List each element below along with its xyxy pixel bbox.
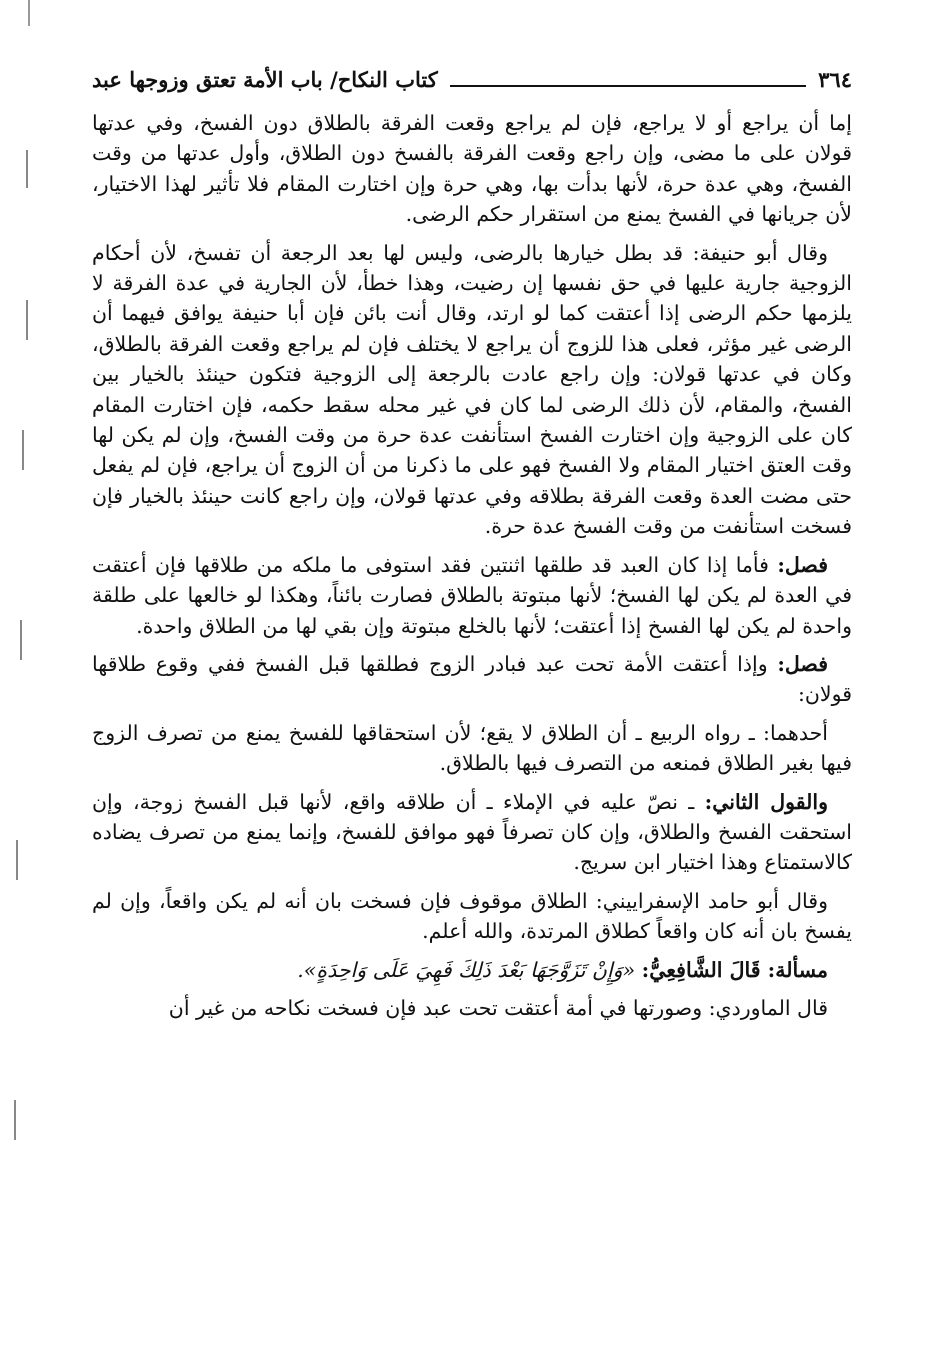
margin-mark [16,840,18,880]
paragraph-text: قال الماوردي: وصورتها في أمة أعتقت تحت عبد فإن فسخت نكاحه من غير أن [168,995,828,1020]
page-number: ٣٦٤ [818,66,852,92]
paragraph-text: وقال أبو حامد الإسفراييني: الطلاق موقوف فإن فسخت بان أنه لم يكن واقعاً، وإن لم يفسخ بان أنه كان واقعاً كطلاق المرتدة، والله أعلم. [92,888,852,944]
paragraph [92,787,852,878]
running-header [92,62,852,96]
body-text [92,108,852,1031]
paragraph [92,550,852,641]
paragraph [92,649,852,710]
margin-mark [14,1100,16,1140]
margin-mark [26,300,28,340]
section-lead: والقول الثاني: [704,789,828,814]
paragraph-text: أحدهما: ـ رواه الربيع ـ أن الطلاق لا يقع؛ لأن استحقاقها للفسخ يمنع من تصرف الزوج فيها بغير الطلاق فمنعه من التصرف فيها بالطلاق. [92,720,852,776]
running-title: كتاب النكاح/ باب الأمة تعتق وزوجها عبد [92,66,438,92]
paragraph-text: ـ نصّ عليه في الإملاء ـ أن طلاقه واقع، لأنها قبل الفسخ زوجة، وإن استحقت الفسخ والطلاق، وإن كان تصرفاً فهو موافق للفسخ، وإنما يمنع من تصرف يضاده كالاستمتاع وهذا اختيار ابن سريج. [92,789,852,875]
section-lead: فصل: [777,552,828,577]
paragraph [92,955,852,985]
paragraph [92,238,852,542]
paragraph [92,886,852,947]
section-lead: فصل: [777,651,828,676]
paragraph [92,108,852,230]
margin-mark [20,620,22,660]
paragraph [92,718,852,779]
margin-mark [22,430,24,470]
scan-edge-mark [28,0,30,26]
paragraph-text: وإذا أعتقت الأمة تحت عبد فبادر الزوج فطلقها قبل الفسخ ففي وقوع طلاقها قولان: [92,651,852,707]
paragraph-text: فأما إذا كان العبد قد طلقها اثنتين فقد استوفى ما ملكه من طلاقها فإن أعتقت في العدة لم يكن لها الفسخ؛ لأنها مبتوتة بالطلاق فصارت بائناً، وهكذا لو خالعها على طلقة واحدة لم يكن لها الفسخ إذا أعتقت؛ لأنها بالخلع مبتوتة وإن بقي لها من الطلاق واحدة. [92,552,852,638]
paragraph-text: وقال أبو حنيفة: قد بطل خيارها بالرضى، وليس لها بعد الرجعة أن تفسخ، لأن أحكام الزوجية جارية عليها في حق نفسها إن رضيت، وهذا خطأ، لأن الجارية في عدة الفرقة لا يلزمها حكم الرضى إذا أعتقت كما لو ارتد، وقال أنت بائن فإن أبا حنيفة يوافق فيهما أن الرضى غير مؤثر، فعلى هذا للزوج أن يراجع لا يختلف فإن لم يراجع وقعت الفرقة بالطلاق، وكان في عدتها قولان: وإن راجع عادت بالرجعة إلى الزوجية فتكون حينئذ بالخيار بين الفسخ، والمقام، لأن ذلك الرضى لما كان في غير محله سقط حكمه، فإن اختارت المقام كان على الزوجية وإن اختارت الفسخ استأنفت عدة حرة من وقت الفسخ، وإن لم يكن لها وقت العتق اختيار المقام ولا الفسخ فهو على ما ذكرنا من أن الزوج أن يراجع، فإن لم يفعل حتى مضت العدة وقعت الفرقة بطلاقه وفي عدتها قولان، وإن راجع كانت حينئذ بالخيار فإن فسخت استأنفت من وقت الفسخ عدة حرة. [92,240,852,539]
quotation-text: «وَإِنْ تَزَوَّجَهَا بَعْدَ ذَلِكَ فَهِيَ عَلَى وَاحِدَةٍ». [297,957,642,982]
section-lead: مسألة: قَالَ الشَّافِعِيُّ: [641,957,828,982]
margin-mark [26,150,28,188]
paragraph [92,993,852,1023]
paragraph-text: إما أن يراجع أو لا يراجع، فإن لم يراجع وقعت الفرقة بالطلاق دون الفسخ، وفي عدتها قولان على ما مضى، وإن راجع وقعت الفرقة بالفسخ دون الطلاق، وأول عدتها من وقت الفسخ، وهي عدة حرة، لأنها بدأت بها، وهي حرة وإن اختارت المقام فلا تأثير لهذا الاختيار، لأن جريانها في الفسخ يمنع من استقرار حكم الرضى. [92,111,852,227]
header-rule [450,85,806,87]
